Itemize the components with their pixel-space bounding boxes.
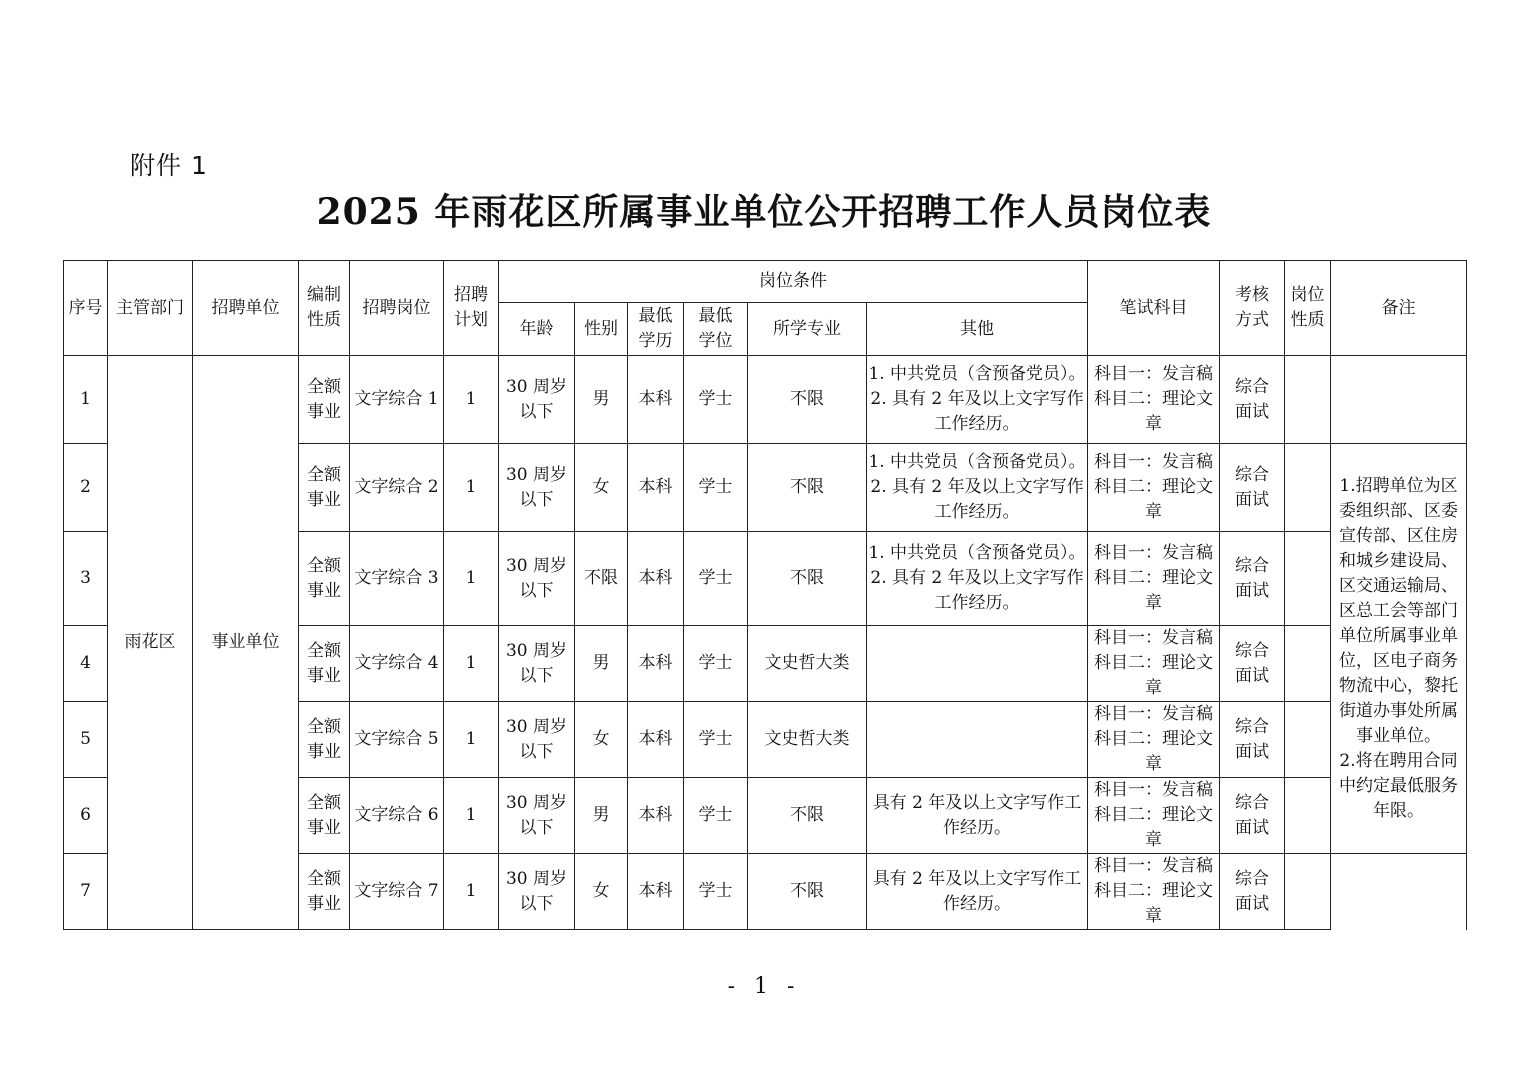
- header-major: 所学专业: [748, 303, 867, 356]
- attachment-label: 附件 1: [130, 151, 208, 180]
- cell-remarks-top: [1331, 356, 1467, 444]
- page-title: 2025 年雨花区所属事业单位公开招聘工作人员岗位表: [316, 191, 1212, 233]
- cell-position: 文字综合 2: [350, 444, 444, 532]
- table-row: [64, 356, 1467, 444]
- cell-education: 本科: [628, 356, 684, 444]
- cell-gender: 男: [575, 778, 628, 854]
- cell-post-type: [1285, 778, 1331, 854]
- header-unit: 招聘单位: [193, 261, 299, 356]
- header-plan: 招聘 计划: [444, 261, 499, 356]
- cell-assessment: 综合 面试: [1220, 626, 1285, 702]
- cell-staffing: 全额 事业: [299, 854, 350, 930]
- header-age: 年龄: [499, 303, 575, 356]
- cell-other: 1. 中共党员（含预备党员）。 2. 具有 2 年及以上文字写作工作经历。: [867, 532, 1088, 626]
- cell-age: 30 周岁 以下: [499, 778, 575, 854]
- cell-remarks: 1.招聘单位为区委组织部、区委宣传部、区住房和城乡建设局、区交通运输局、区总工会等部门单位所属事业单位，区电子商务物流中心，黎托街道办事处所属事业单位。 2.将在聘用合同中约定最低服务年限。: [1331, 444, 1467, 854]
- header-degree: 最低 学位: [684, 303, 748, 356]
- header-remarks: 备注: [1331, 261, 1467, 356]
- cell-seq: 4: [64, 626, 108, 702]
- cell-major: 不限: [748, 532, 867, 626]
- cell-gender: 不限: [575, 532, 628, 626]
- cell-degree: 学士: [684, 778, 748, 854]
- cell-seq: 3: [64, 532, 108, 626]
- cell-post-type: [1285, 626, 1331, 702]
- cell-age: 30 周岁 以下: [499, 702, 575, 778]
- cell-major: 不限: [748, 444, 867, 532]
- cell-plan: 1: [444, 626, 499, 702]
- cell-other: 1. 中共党员（含预备党员）。 2. 具有 2 年及以上文字写作工作经历。: [867, 356, 1088, 444]
- cell-assessment: 综合 面试: [1220, 702, 1285, 778]
- cell-staffing: 全额 事业: [299, 702, 350, 778]
- cell-other: [867, 626, 1088, 702]
- cell-gender: 女: [575, 702, 628, 778]
- cell-age: 30 周岁 以下: [499, 356, 575, 444]
- cell-assessment: 综合 面试: [1220, 778, 1285, 854]
- cell-degree: 学士: [684, 626, 748, 702]
- cell-seq: 2: [64, 444, 108, 532]
- header-assessment: 考核 方式: [1220, 261, 1285, 356]
- cell-exam: 科目一：发言稿 科目二：理论文章: [1088, 356, 1220, 444]
- header-staffing: 编制 性质: [299, 261, 350, 356]
- page-number: - 1 -: [727, 974, 801, 999]
- cell-assessment: 综合 面试: [1220, 356, 1285, 444]
- cell-degree: 学士: [684, 356, 748, 444]
- cell-other: [867, 702, 1088, 778]
- cell-unit: 事业单位: [193, 356, 299, 930]
- cell-education: 本科: [628, 626, 684, 702]
- header-post-type: 岗位 性质: [1285, 261, 1331, 356]
- cell-post-type: [1285, 702, 1331, 778]
- header-position: 招聘岗位: [350, 261, 444, 356]
- cell-major: 文史哲大类: [748, 702, 867, 778]
- cell-gender: 男: [575, 626, 628, 702]
- cell-major: 文史哲大类: [748, 626, 867, 702]
- cell-assessment: 综合 面试: [1220, 532, 1285, 626]
- header-seq: 序号: [64, 261, 108, 356]
- header-exam: 笔试科目: [1088, 261, 1220, 356]
- cell-age: 30 周岁 以下: [499, 444, 575, 532]
- header-gender: 性别: [575, 303, 628, 356]
- header-dept: 主管部门: [108, 261, 193, 356]
- cell-exam: 科目一：发言稿 科目二：理论文章: [1088, 444, 1220, 532]
- cell-major: 不限: [748, 356, 867, 444]
- recruitment-table: [63, 260, 1467, 930]
- header-other: 其他: [867, 303, 1088, 356]
- cell-age: 30 周岁 以下: [499, 532, 575, 626]
- cell-post-type: [1285, 356, 1331, 444]
- cell-education: 本科: [628, 778, 684, 854]
- cell-assessment: 综合 面试: [1220, 854, 1285, 930]
- cell-education: 本科: [628, 532, 684, 626]
- cell-dept: 雨花区: [108, 356, 193, 930]
- cell-post-type: [1285, 854, 1331, 930]
- cell-exam: 科目一：发言稿 科目二：理论文章: [1088, 854, 1220, 930]
- cell-plan: 1: [444, 444, 499, 532]
- cell-other: 1. 中共党员（含预备党员）。 2. 具有 2 年及以上文字写作工作经历。: [867, 444, 1088, 532]
- cell-position: 文字综合 1: [350, 356, 444, 444]
- cell-staffing: 全额 事业: [299, 778, 350, 854]
- cell-other: 具有 2 年及以上文字写作工作经历。: [867, 778, 1088, 854]
- cell-position: 文字综合 5: [350, 702, 444, 778]
- cell-education: 本科: [628, 854, 684, 930]
- cell-exam: 科目一：发言稿 科目二：理论文章: [1088, 626, 1220, 702]
- cell-degree: 学士: [684, 444, 748, 532]
- cell-degree: 学士: [684, 532, 748, 626]
- header-education: 最低 学历: [628, 303, 684, 356]
- cell-seq: 1: [64, 356, 108, 444]
- cell-exam: 科目一：发言稿 科目二：理论文章: [1088, 532, 1220, 626]
- cell-staffing: 全额 事业: [299, 356, 350, 444]
- header-conditions: 岗位条件: [499, 261, 1088, 303]
- cell-gender: 男: [575, 356, 628, 444]
- header-row: [64, 261, 1467, 303]
- cell-post-type: [1285, 532, 1331, 626]
- cell-education: 本科: [628, 702, 684, 778]
- cell-plan: 1: [444, 854, 499, 930]
- cell-position: 文字综合 6: [350, 778, 444, 854]
- cell-assessment: 综合 面试: [1220, 444, 1285, 532]
- cell-age: 30 周岁 以下: [499, 854, 575, 930]
- cell-post-type: [1285, 444, 1331, 532]
- cell-plan: 1: [444, 778, 499, 854]
- cell-seq: 6: [64, 778, 108, 854]
- cell-staffing: 全额 事业: [299, 532, 350, 626]
- cell-position: 文字综合 4: [350, 626, 444, 702]
- cell-staffing: 全额 事业: [299, 444, 350, 532]
- cell-position: 文字综合 3: [350, 532, 444, 626]
- cell-degree: 学士: [684, 702, 748, 778]
- cell-gender: 女: [575, 444, 628, 532]
- cell-degree: 学士: [684, 854, 748, 930]
- cell-seq: 7: [64, 854, 108, 930]
- cell-exam: 科目一：发言稿 科目二：理论文章: [1088, 778, 1220, 854]
- cell-exam: 科目一：发言稿 科目二：理论文章: [1088, 702, 1220, 778]
- cell-seq: 5: [64, 702, 108, 778]
- cell-major: 不限: [748, 854, 867, 930]
- cell-major: 不限: [748, 778, 867, 854]
- cell-other: 具有 2 年及以上文字写作工作经历。: [867, 854, 1088, 930]
- cell-education: 本科: [628, 444, 684, 532]
- cell-plan: 1: [444, 356, 499, 444]
- cell-position: 文字综合 7: [350, 854, 444, 930]
- cell-staffing: 全额 事业: [299, 626, 350, 702]
- cell-plan: 1: [444, 532, 499, 626]
- cell-plan: 1: [444, 702, 499, 778]
- cell-gender: 女: [575, 854, 628, 930]
- cell-age: 30 周岁 以下: [499, 626, 575, 702]
